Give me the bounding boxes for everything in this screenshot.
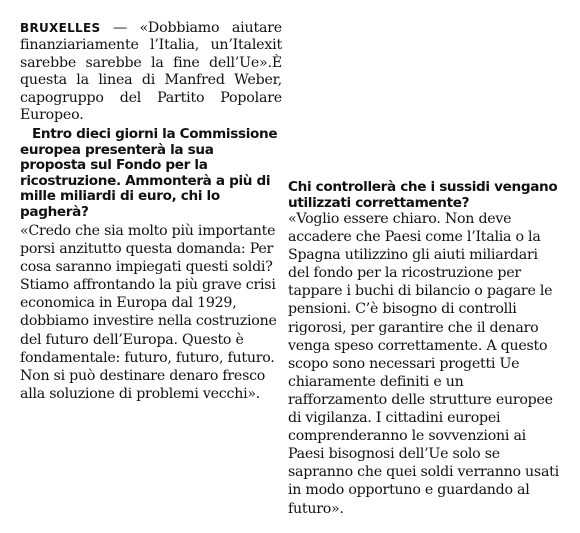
interview-question-1: Entro dieci giorni la Commissione europea presenterà la sua proposta sul Fondo per la ricostruzione. Ammonterà a più di mille miliardi di euro, chi lo pagherà? — [20, 126, 278, 220]
interview-question-2: Chi controllerà che i sussidi vengano utilizzati correttamente? — [288, 179, 558, 211]
interview-answer-1: «Credo che sia molto più importante porsi anzitutto questa domanda: Per cosa saranno impiegati questi soldi? Stiamo affrontando la più grave crisi economica in Europa dal 1929, dobbiamo investire nella costruzione del futuro dell’Europa. Questo è fondamentale: futuro, futuro, futuro. Non si può destinare denaro fresco alla soluzione di problemi vecchi». — [20, 223, 277, 402]
intro-text: — «Dobbiamo aiutare finanziariamente l’Italia, un’Italexit sarebbe sarebbe la fine dell’Ue».È questa la linea di Manfred Weber, capogruppo del Partito Popolare Europeo. — [20, 20, 282, 124]
dateline: BRUXELLES — [20, 21, 101, 35]
interview-answer-2: «Voglio essere chiaro. Non deve accadere che Paesi come l’Italia o la Spagna utilizzino gli aiuti miliardari del fondo per la ricostruzione per tappare i buchi di bilancio o pagare le pensioni. C’è bisogno di controlli rigorosi, per garantire che il denaro venga speso correttamente. A questo scopo sono necessari progetti Ue chiaramente definiti e un rafforzamento delle strutture europee di vigilanza. I cittadini europei comprenderanno le sovvenzioni ai Paesi bisognosi dell’Ue solo se sapranno che quei soldi verranno usati in modo opportuno e guardando al futuro». — [288, 211, 559, 517]
intro-paragraph — [20, 20, 282, 124]
